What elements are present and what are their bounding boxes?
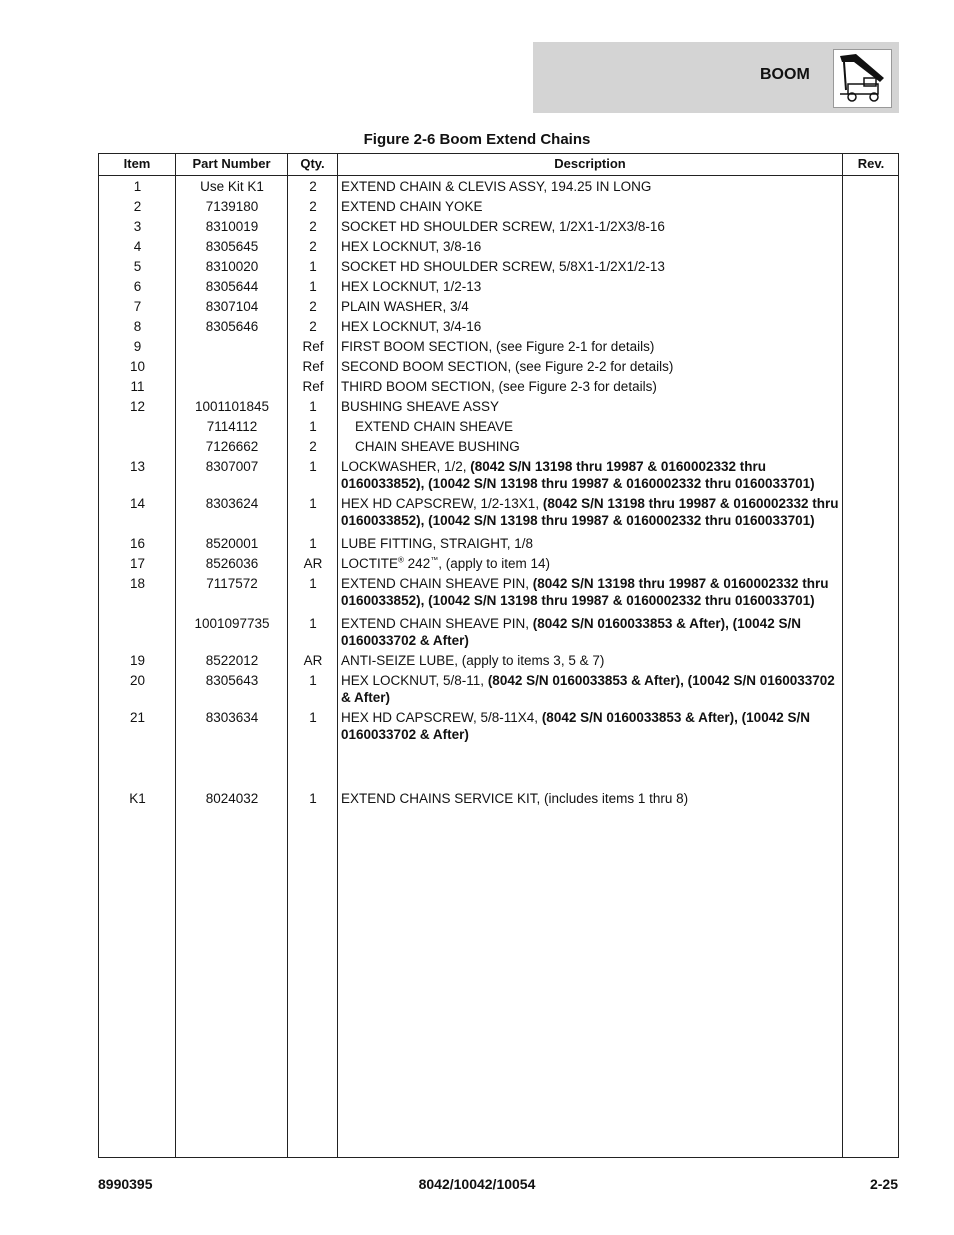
description-text: EXTEND CHAIN SHEAVE	[355, 418, 514, 434]
row-item: 18	[129, 575, 146, 591]
row-description	[341, 672, 841, 706]
row-qty: 1	[309, 258, 317, 274]
row-description	[341, 398, 841, 415]
row-part-number: 8522012	[205, 652, 259, 668]
description-text: HEX LOCKNUT, 1/2-13	[341, 278, 482, 294]
row-part-number: 8305645	[205, 238, 259, 254]
serial-range: (8042 S/N 13198 thru 19987 & 0160002332 thru 0160033852), (10042 S/N 13198 thru 19987 & 0160002332 thru 0160033701)	[341, 495, 839, 528]
description-text: ANTI-SEIZE LUBE, (apply to items 3, 5 & 7)	[341, 652, 605, 668]
row-item: 8	[133, 318, 142, 334]
row-part-number: 8310019	[205, 218, 259, 234]
row-part-number: 8305646	[205, 318, 259, 334]
row-qty: 2	[309, 238, 317, 254]
description-text: EXTEND CHAIN SHEAVE PIN,	[341, 575, 533, 591]
description-text: HEX HD CAPSCREW, 1/2-13X1,	[341, 495, 543, 511]
description-text: THIRD BOOM SECTION, (see Figure 2-3 for details)	[341, 378, 657, 394]
row-qty: 1	[309, 495, 317, 511]
description-text: FIRST BOOM SECTION, (see Figure 2-1 for details)	[341, 338, 655, 354]
column-header-item: Item	[123, 156, 151, 171]
row-part-number: Use Kit K1	[200, 178, 264, 194]
description-text: EXTEND CHAINS SERVICE KIT, (includes items 1 thru 8)	[341, 790, 689, 806]
row-qty: 2	[309, 218, 317, 234]
row-qty: 1	[309, 790, 317, 806]
row-qty: 1	[309, 398, 317, 414]
serial-range: (8042 S/N 0160033853 & After), (10042 S/N 0160033702 & After)	[341, 672, 835, 705]
row-item: 12	[129, 398, 146, 414]
table-row	[99, 788, 898, 808]
table-row	[99, 176, 898, 196]
boom-lift-icon	[833, 49, 892, 108]
row-item: 11	[130, 378, 145, 394]
row-qty: 2	[309, 198, 317, 214]
row-qty: 1	[309, 672, 317, 688]
row-qty: 1	[309, 709, 317, 725]
description-text: 242	[403, 555, 431, 571]
row-item: 2	[133, 198, 142, 214]
row-part-number: 8305643	[205, 672, 259, 688]
table-row	[99, 573, 898, 613]
table-row	[99, 356, 898, 376]
footer-doc-number: 8990395	[98, 1176, 153, 1192]
table-row	[99, 436, 898, 456]
row-qty: Ref	[302, 378, 324, 394]
serial-range: (8042 S/N 13198 thru 19987 & 0160002332 thru 0160033852), (10042 S/N 13198 thru 19987 & 0160002332 thru 0160033701)	[341, 458, 815, 491]
description-text: HEX LOCKNUT, 3/4-16	[341, 318, 482, 334]
row-qty: 1	[309, 615, 317, 631]
row-item: 1	[133, 178, 142, 194]
figure-title: Figure 2-6 Boom Extend Chains	[363, 131, 591, 148]
table-row	[99, 416, 898, 436]
description-text: LUBE FITTING, STRAIGHT, 1/8	[341, 535, 534, 551]
row-description	[341, 790, 841, 807]
row-part-number: 7126662	[205, 438, 259, 454]
table-row	[99, 196, 898, 216]
serial-range: (8042 S/N 13198 thru 19987 & 0160002332 thru 0160033852), (10042 S/N 13198 thru 19987 & 0160002332 thru 0160033701)	[341, 575, 829, 608]
description-text: HEX LOCKNUT, 3/8-16	[341, 238, 482, 254]
table-row	[99, 553, 898, 573]
description-text: HEX HD CAPSCREW, 5/8-11X4,	[341, 709, 542, 725]
row-part-number: 8024032	[205, 790, 259, 806]
column-header-part-number: Part Number	[192, 156, 271, 171]
description-text: SOCKET HD SHOULDER SCREW, 1/2X1-1/2X3/8-16	[341, 218, 665, 234]
table-row	[99, 707, 898, 788]
row-part-number: 8307104	[205, 298, 259, 314]
row-description	[341, 652, 841, 669]
row-description	[341, 238, 841, 255]
row-item: K1	[129, 790, 146, 806]
row-part-number: 1001097735	[194, 615, 270, 631]
row-qty: 1	[309, 535, 317, 551]
table-row	[99, 296, 898, 316]
row-part-number: 8303624	[205, 495, 259, 511]
table-row	[99, 650, 898, 670]
row-item: 20	[129, 672, 146, 688]
description-text: EXTEND CHAIN & CLEVIS ASSY, 194.25 IN LONG	[341, 178, 652, 194]
row-part-number: 8520001	[205, 535, 259, 551]
row-qty: 1	[309, 575, 317, 591]
row-description	[341, 495, 841, 529]
row-qty: 2	[309, 318, 317, 334]
row-item: 7	[133, 298, 142, 314]
row-qty: Ref	[302, 358, 324, 374]
row-qty: 1	[309, 278, 317, 294]
table-row	[99, 533, 898, 553]
row-description	[341, 198, 841, 215]
row-description	[341, 318, 841, 335]
row-description	[341, 709, 841, 743]
row-description	[341, 298, 841, 315]
row-item: 6	[133, 278, 142, 294]
table-row	[99, 216, 898, 236]
table-row	[99, 396, 898, 416]
row-part-number: 8305644	[205, 278, 259, 294]
row-item: 3	[133, 218, 142, 234]
trademark-mark: ™	[430, 555, 439, 564]
row-part-number: 1001101845	[194, 398, 270, 414]
row-description	[341, 575, 841, 609]
description-text: , (apply to item 14)	[438, 555, 550, 571]
row-part-number: 8526036	[205, 555, 259, 571]
table-row	[99, 316, 898, 336]
description-text: LOCKWASHER, 1/2,	[341, 458, 471, 474]
serial-range: (8042 S/N 0160033853 & After), (10042 S/N 0160033702 & After)	[341, 709, 810, 742]
description-text: SECOND BOOM SECTION, (see Figure 2-2 for details)	[341, 358, 674, 374]
column-header-rev: Rev.	[857, 156, 885, 171]
row-part-number: 8303634	[205, 709, 259, 725]
footer-page-number: 2-25	[869, 1176, 898, 1192]
row-qty: 1	[309, 458, 317, 474]
footer-models: 8042/10042/10054	[418, 1176, 536, 1192]
table-row	[99, 256, 898, 276]
description-text: EXTEND CHAIN YOKE	[341, 198, 483, 214]
row-item: 13	[129, 458, 146, 474]
row-description	[341, 418, 841, 435]
row-part-number: 8307007	[205, 458, 259, 474]
table-row	[99, 236, 898, 256]
table-row	[99, 456, 898, 493]
row-description	[341, 535, 841, 552]
row-part-number: 7139180	[205, 198, 259, 214]
table-row	[99, 613, 898, 650]
trademark-mark: ®	[398, 555, 404, 564]
row-item: 21	[129, 709, 146, 725]
row-description	[341, 178, 841, 195]
serial-range: (8042 S/N 0160033853 & After), (10042 S/N 0160033702 & After)	[341, 615, 801, 648]
description-text: CHAIN SHEAVE BUSHING	[355, 438, 520, 454]
parts-table	[98, 153, 899, 1158]
row-qty: Ref	[302, 338, 324, 354]
row-part-number: 7114112	[206, 418, 258, 434]
row-part-number: 8310020	[205, 258, 259, 274]
row-item: 19	[129, 652, 146, 668]
row-item: 10	[129, 358, 146, 374]
row-qty: 2	[309, 298, 317, 314]
row-qty: 2	[309, 438, 317, 454]
row-part-number: 7117572	[206, 575, 258, 591]
row-item: 9	[133, 338, 142, 354]
row-description	[341, 218, 841, 235]
description-text: BUSHING SHEAVE ASSY	[341, 398, 500, 414]
row-description	[341, 258, 841, 275]
description-text: SOCKET HD SHOULDER SCREW, 5/8X1-1/2X1/2-13	[341, 258, 665, 274]
row-qty: 2	[309, 178, 317, 194]
row-description	[341, 615, 841, 649]
row-description	[341, 358, 841, 375]
row-qty: 1	[309, 418, 317, 434]
row-item: 16	[129, 535, 146, 551]
row-description	[341, 338, 841, 355]
column-header-qty: Qty.	[300, 156, 325, 171]
column-header-description: Description	[554, 156, 626, 171]
row-item: 4	[133, 238, 142, 254]
row-description	[341, 378, 841, 395]
table-row	[99, 493, 898, 533]
row-description	[341, 438, 841, 455]
description-text: PLAIN WASHER, 3/4	[341, 298, 469, 314]
table-row	[99, 376, 898, 396]
row-description	[341, 555, 841, 572]
row-qty: AR	[303, 652, 323, 668]
description-text: EXTEND CHAIN SHEAVE PIN,	[341, 615, 533, 631]
section-title: BOOM	[760, 66, 810, 83]
table-body	[99, 176, 898, 808]
table-row	[99, 336, 898, 356]
description-text: LOCTITE	[341, 555, 399, 571]
row-description	[341, 278, 841, 295]
table-row	[99, 276, 898, 296]
row-qty: AR	[303, 555, 323, 571]
description-text: HEX LOCKNUT, 5/8-11,	[341, 672, 488, 688]
row-item: 5	[133, 258, 142, 274]
table-row	[99, 670, 898, 707]
row-description	[341, 458, 841, 492]
row-item: 17	[129, 555, 146, 571]
row-item: 14	[129, 495, 146, 511]
